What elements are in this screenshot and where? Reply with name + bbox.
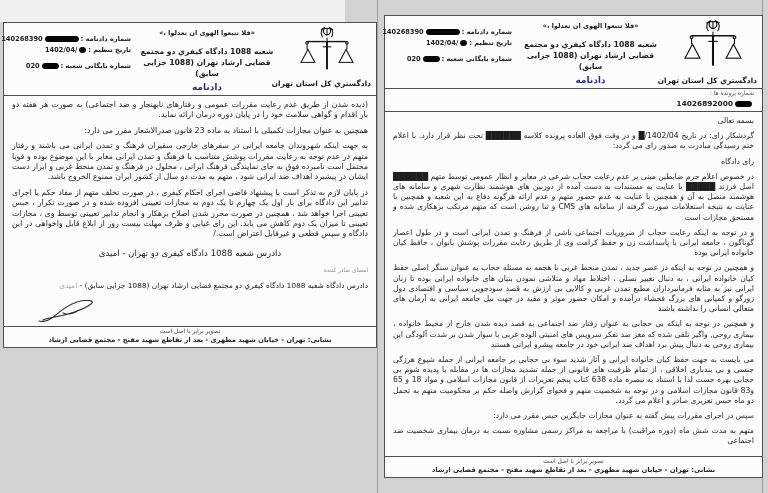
date-row [9,46,131,54]
archive-number-row [9,62,131,70]
header-quote: «فلا تتبعوا الهوی ان تعدلوا ،» [542,22,639,30]
body-paragraph: همچنین به عنوان مجازات تکمیلی با استناد به ماده 23 قانون صدرالاشعار مقرر می دارد: [84,125,368,135]
header-logo-block [271,26,371,88]
date-label: تاریخ تنظیم : [88,46,131,54]
archive-number-label: شماره بایگانی شعبه : [441,55,512,63]
redaction-bar [423,56,440,62]
handwritten-signature-icon [33,293,113,329]
doc-number-value: 140268390 [382,28,424,36]
redaction-bar [79,47,86,53]
body-paragraph: متهم به مدت شش ماه (دوره مراقبت) با مراجعه به مراکز رسمی مشاوره نسبت به درمان بیماری شخصیت ضد اجتماعی [393,426,754,446]
body-paragraph: (دیده شدن از طریق عدم رعایت مقررات عمومی و رفتارهای نابهنجار و ضد اجتماعی) به صورت هر هفته دو بار اقدام و گواهی سلامت خود را در پایان دوره درمان ارائه نماید. [12,100,368,120]
footer-copy-note: تصویر برابر با اصل است [159,329,221,335]
org-name: دادگستري کل استان تهران [657,76,757,85]
body-paragraph: در خصوص اعلام جرم ضابطین مبنی بر عدم رعایت حجاب شرعی در معابر و انظار عمومی توسط متهم ██████ اصل فرزند █████ با عنایت به مستندات به دست آمده از دوربین های هوشمند نظارت شهری و سامانه های هوشمند متصل به آن و همچنین با عنایت به عدم حضور متهم و عدم ارائه هرگونه دفاع به این شعبه و همچنین با عنایت به نتیجه استعلامات صورت گرفته از سامانه های CMS و ثنا روشن است که متهم مرتکب بزهکاری شده و مستحق مجازات است [393,171,754,222]
doc-number-label: شماره دادنامه : [80,35,131,43]
body-paragraph: می بایست به جهت حفظ کیان خانواده ایرانی و آثار شدید سوء بی حجابی بر جامعه ایرانی از جمله شیوع هرزگی جنسی و بی بندباری اخلاقی ، از تمام ظرفیت های قانونی از جمله تشدید مجازات ها در مقابله با پدیده شوم بی حجابی بهره جست لذا با استناد به تبصره ماده 638 کتاب پنجم تعزیرات از قانون مجازات اسلامی و مواد 18 و 65 و83 قانون مجازات اسلامی و در توجه به شخصیت متهم و فحوای گزارش واصله حکم بر محکومیت متهم به تحمل دو ماه حبس تعزیری صادر و اعلام می گردد. [393,355,754,405]
redaction-bar [42,63,59,69]
case-number-value: 14026892000 [676,99,733,108]
date-label: تاریخ تنظیم : [469,39,512,47]
judiciary-scales-emblem-icon [300,26,354,78]
redaction-bar [426,29,460,35]
archive-number-value: 020 [406,55,421,63]
doc-number-value: 140268390 [1,35,43,43]
footer-address: نشانی: تهران - خیابان شهید مطهری - بعد از تقاطع شهید مفتح - مجتمع قضایی ارشاد [431,466,716,474]
body-paragraph: در پایان لازم به تذکر است با پیشنهاد قاضی اجرای احکام کیفری ، در صورت تخلف متهم از مفاد حکم یا اجرای تدابیر این دادگاه برای بار اول یک چهارم تا یک دوم به مجازات تعیینی افزوده شده و در صورت تکرار ، حبس تعیینی اجرا خواهد شد ، همچنین در صورت محرز شدن اصلاح بزهکار و انجام تدابیر تعیینی توسط وی ، مجازات تعیینی تا میزان یک دوم کاهش می یابد. این رای غیابی و ظرف مهلت بیست روز از ابلاغ قابل واخواهی در این دادگاه و سپس قطعی و غیرقابل اعتراض است./ [12,187,368,239]
judiciary-scales-emblem-icon [684,19,742,75]
archive-number-label: شماره بایگانی شعبه : [60,62,131,70]
org-name: دادگستري کل استان تهران [271,79,371,88]
case-numbers-label: شماره پرونده ها : [709,91,754,97]
header-center-block [131,26,283,93]
page-header [382,16,762,89]
issuer-signature-label: امضای صادر کننده [323,268,368,275]
doc-type-title: دادنامه [191,83,223,93]
doc-number-label: شماره دادنامه : [461,28,512,36]
body-paragraph: سپس در اجرای مقررات پیش گفته به عنوان مجازات جایگزین حبس مقرر می دارد: [493,411,754,421]
case-numbers-block [385,89,762,112]
archive-number-row [390,55,512,63]
redaction-bar [460,40,467,46]
body-paragraph: به جهت اینکه شهروندان جامعه ایرانی در سفرهای خارجی سفیران فرهنگ و تمدن ایرانی می باشند و رفتار متهم در عدم توجه به رعایت مقررات پوشش متناسب با فرهنگ و تمدن ایرانی مغایر با این موضوع بوده و قویا محتمل است نامبرده فوق به جای نمایندگی فرهنگ ایرانی ، محلول در فرهنگ و تمدن منحط غربی و ابزار دست ایشان در پیشبرد اهداف ضد ایرانی شود ، متهم به مدت دو سال از کشور ایران ممنوع الخروج باشد. [12,141,368,182]
date-value: 1402/04/ [44,46,78,54]
date-value: 1402/04/ [425,39,459,47]
body-paragraph: و در توجه به اینکه رعایت حجاب از ضروریات اجتماعی ناشی از فرهنگ و تمدن ایرانی است و در طول اعصار گوناگون ، جامعه ایرانی با پاسداشت زن و حفظ کرامت وی از طریق رعایت مقررات پوشش بانوان ، حافظ کیان خانواده ایرانی بوده [393,227,754,258]
header-center-block [512,19,669,86]
verdict-body [4,96,376,331]
doc-number-row [1,35,131,43]
branch-title: شعبه 1088 دادگاه کیفري دو مجتمع قضایی ارشاد تهران (1088 جزایی سابق) [524,40,657,71]
verdict-page-2 [3,22,377,348]
verdict-body [385,112,762,460]
issuer-title-line [12,281,368,291]
body-paragraph: و همچنین در توجه به اینکه بی حجابی به عنوان رفتار ضد اجتماعی به قصد دیده شدن خارج از محیط خانواده ، بیماری روحی, واگیر تلقی شده که مغز ضد تفکر سرویس های امنیتی الوده غربی با سوار شدن بر شدت آلودگی این بیماری روحی به دنبال پیش برد اهداف ضد ایرانی خود در جامعه پیشرو ایرانی هستند [392,319,754,349]
verdict-page-1 [384,15,763,478]
verdict-heading: رای دادگاه [721,156,754,166]
date-row [390,39,512,47]
branch-title: شعبه 1088 دادگاه کیفري دو مجتمع قضایی ارشاد تهران (1088 جزایی سابق) [140,47,274,78]
redaction-bar [45,36,79,42]
redaction-bar [735,101,752,107]
issuer-title-text: دادرس دادگاه شعبه 1088 دادگاه کیفري دو مجتمع قضایی ارشاد تهران (1088 جزایی سابق) - [79,280,368,290]
footer-address: نشانی: تهران - خیابان شهید مطهری - بعد از تقاطع شهید مفتح - مجتمع قضایی ارشاد [48,336,332,344]
header-meta-block [382,19,512,66]
header-meta-block [1,26,131,73]
doc-type-title: دادنامه [575,76,606,86]
body-paragraph: و همچنین در توجه به اینکه در عصر جدید ، تمدن منحط غربی با هجمه به مسئله حجاب به عنوان سنگر اصلی حفظ کیان خانواده ایرانی ، به دنبال تغییر نسلی ، اختلاط مهاد و متلاشی نمودن بنیان های خانواده ایرانی بوده تا زنان ایرانی نیز به مثابه فرمانبرداران مطیع تمدن غربی و کالایی بی ارزش به قصد سودجویی سیاسی و اقتصادی دول زورگو و کمپانی های بزرگ فحشاء درآمده و امکان حضور موثر و مفید در جهت نیل جامعه ایرانی به آرمان های متعالی انسانی را نداشته باشند [393,263,754,314]
case-number-row [393,99,754,108]
besmele-line: بسمه تعالی [717,116,754,125]
judge-name-line: دادرس شعبه 1088 دادگاه کیفری دو تهران - امیدی [98,248,282,259]
scan-top-margin [0,0,345,22]
page-footer [385,456,762,477]
footer-copy-note: تصویر برابر با اصل است [543,459,604,465]
doc-number-row [382,28,512,36]
header-quote: «فلا تتبعوا الهوی ان تعدلوا ،» [159,29,255,37]
archive-number-value: 020 [25,62,40,70]
page-footer [4,326,376,347]
page-header [1,23,376,96]
header-logo-block [657,19,757,85]
issuer-name-faint: امیدی [59,280,78,290]
gardeshkar-paragraph: گردشکار رای: در تاریخ 1402/04/█ و در وقت فوق العاده پرونده کلاسه ██████ تحت نظر قرار دارد. با اعلام ختم رسیدگی مبادرت به صدور رای می گردد: [393,131,754,151]
page-edge-line [377,0,378,493]
